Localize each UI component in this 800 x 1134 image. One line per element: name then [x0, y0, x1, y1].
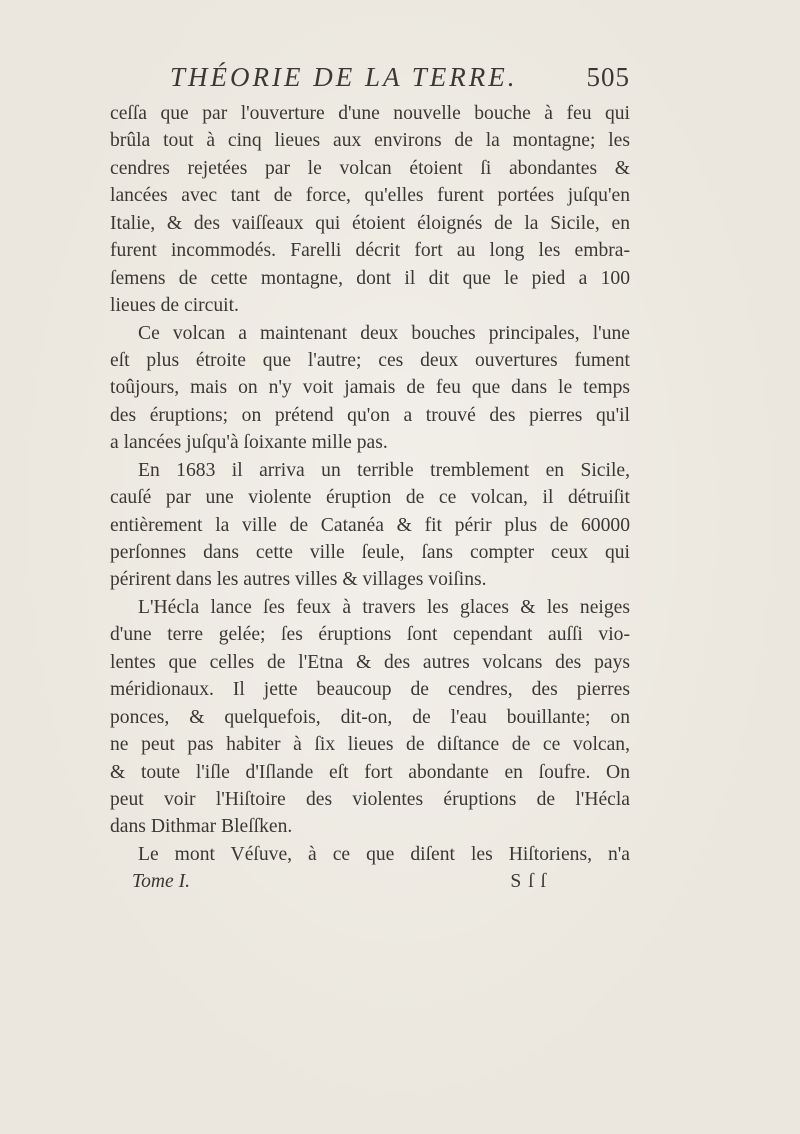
- paragraph: [110, 594, 630, 841]
- text-line: a lancées juſqu'à ſoixante mille pas.: [110, 432, 388, 454]
- body-text: [110, 100, 630, 868]
- text-line: ceſſa que par l'ouverture d'une nouvelle bouche à feu qui: [110, 103, 630, 124]
- text-line: d'une terre gelée; ſes éruptions ſont cependant auſſi vio-: [110, 624, 630, 646]
- text-line: Ce volcan a maintenant deux bouches principales, l'une: [138, 322, 630, 344]
- text-line: & toute l'iſle d'Iſlande eſt fort abondante en ſoufre. On: [110, 761, 630, 783]
- page-number: 505: [586, 62, 630, 92]
- text-line: ne peut pas habiter à ſix lieues de diſtance de ce volcan,: [110, 734, 630, 756]
- paragraph: [110, 320, 630, 457]
- text-line: toûjours, mais on n'y voit jamais de feu que dans le temps: [110, 377, 630, 399]
- paragraph: [110, 100, 630, 320]
- text-line: En 1683 il arriva un terrible tremblement en Sicile,: [138, 459, 630, 481]
- text-line: ponces, & quelquefois, dit-on, de l'eau bouillante; on: [110, 706, 630, 728]
- text-line: Le mont Véſuve, à ce que diſent les Hiſtoriens, n'a: [138, 843, 630, 865]
- paragraph: [110, 457, 630, 594]
- text-line: peut voir l'Hiſtoire des violentes éruptions de l'Hécla: [110, 788, 630, 810]
- text-line: perſonnes dans cette ville ſeule, ſans compter ceux qui: [110, 542, 630, 563]
- text-line: des éruptions; on prétend qu'on a trouvé des pierres qu'il: [110, 404, 630, 426]
- text-line: entièrement la ville de Catanéa & fit périr plus de 60000: [110, 514, 630, 536]
- text-line: cendres rejetées par le volcan étoient ſi abondantes &: [110, 157, 630, 179]
- text-line: lentes que celles de l'Etna & des autres volcans des pays: [110, 651, 630, 673]
- tome-label: Tome I.: [132, 871, 191, 892]
- text-line: cauſé par une violente éruption de ce volcan, il détruiſit: [110, 487, 630, 509]
- text-line: eſt plus étroite que l'autre; ces deux ouvertures fument: [110, 349, 630, 371]
- text-line: L'Hécla lance ſes feux à travers les glaces & les neiges: [138, 596, 630, 618]
- text-line: furent incommodés. Farelli décrit fort au long les embra-: [110, 240, 630, 262]
- text-line: ſemens de cette montagne, dont il dit que le pied a 100: [110, 267, 630, 289]
- text-line: lieues de circuit.: [110, 295, 239, 317]
- text-line: méridionaux. Il jette beaucoup de cendres, des pierres: [110, 679, 630, 701]
- text-line: lancées avec tant de force, qu'elles furent portées juſqu'en: [110, 185, 630, 207]
- page-footer: [132, 871, 547, 901]
- running-title: THÉORIE DE LA TERRE.: [170, 62, 518, 92]
- text-line: dans Dithmar Bleſſken.: [110, 816, 293, 838]
- signature-mark: S ſ ſ: [510, 871, 547, 892]
- page-header: [170, 60, 630, 100]
- paragraph: [110, 841, 630, 868]
- text-line: périrent dans les autres villes & villages voiſins.: [110, 569, 487, 591]
- text-line: brûla tout à cinq lieues aux environs de la montagne; les: [110, 130, 630, 152]
- text-line: Italie, & des vaiſſeaux qui étoient éloignés de la Sicile, en: [110, 212, 630, 234]
